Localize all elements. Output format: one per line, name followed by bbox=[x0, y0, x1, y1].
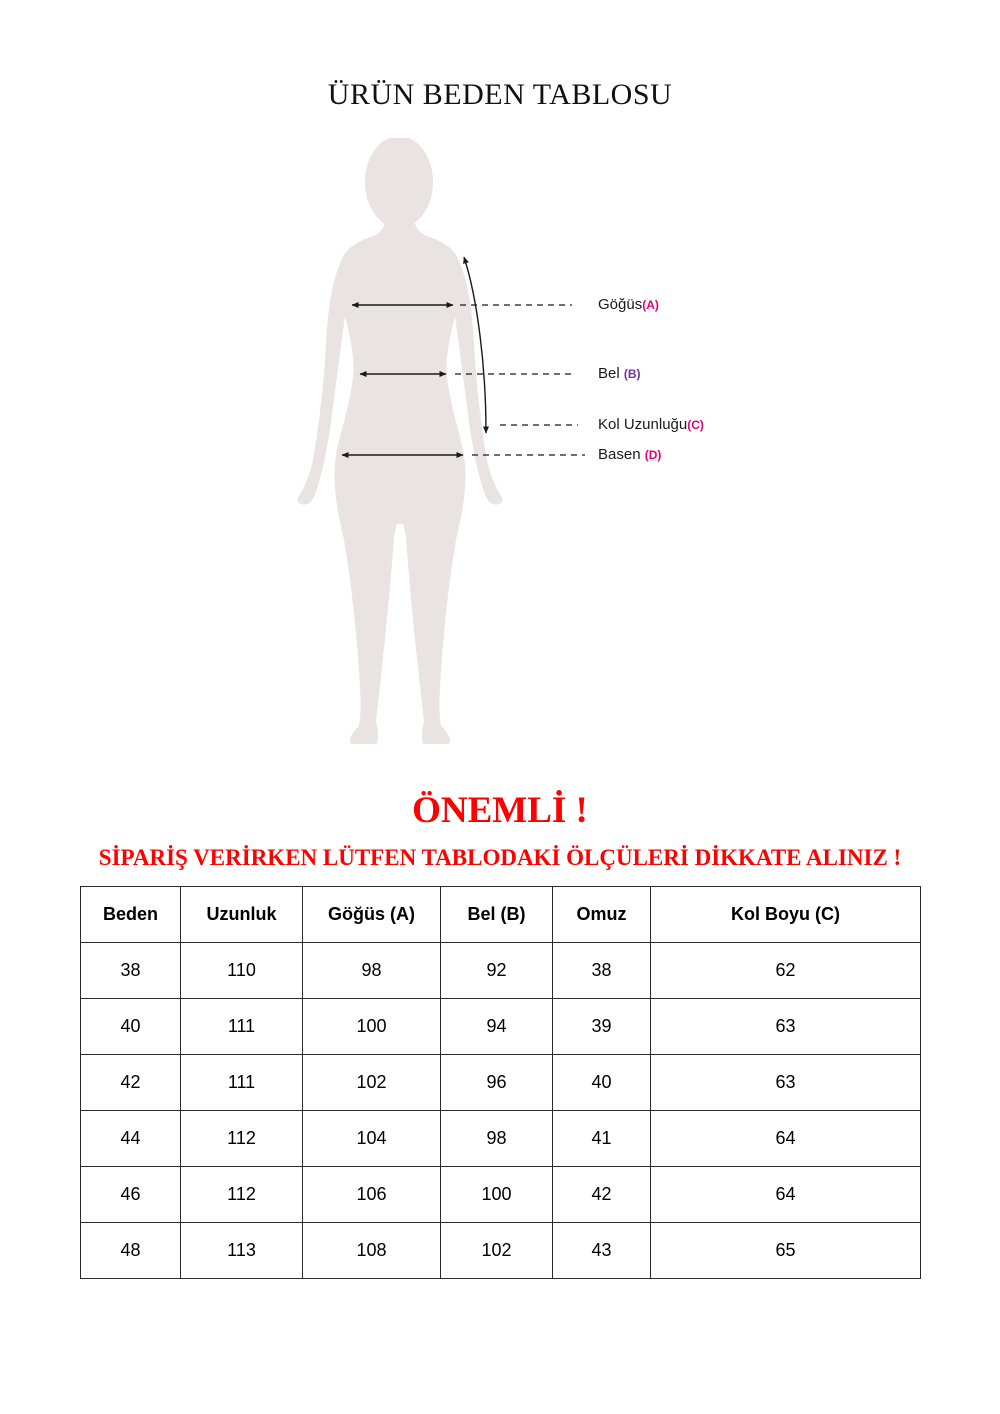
table-cell: 63 bbox=[651, 1055, 921, 1111]
table-cell: 110 bbox=[181, 943, 303, 999]
table-cell: 64 bbox=[651, 1111, 921, 1167]
size-table-body bbox=[81, 943, 921, 1279]
table-cell: 40 bbox=[553, 1055, 651, 1111]
label-kol-text: Kol Uzunluğu bbox=[598, 416, 688, 433]
table-cell: 98 bbox=[441, 1111, 553, 1167]
table-cell: 39 bbox=[553, 999, 651, 1055]
table-cell: 102 bbox=[441, 1223, 553, 1279]
warning-heading: ÖNEMLİ ! bbox=[412, 790, 588, 831]
table-cell: 41 bbox=[553, 1111, 651, 1167]
table-cell: 65 bbox=[651, 1223, 921, 1279]
table-cell: 111 bbox=[181, 999, 303, 1055]
size-table-header: Omuz bbox=[553, 887, 651, 943]
table-cell: 102 bbox=[303, 1055, 441, 1111]
label-gogus-letter: (A) bbox=[642, 298, 659, 312]
label-bel bbox=[598, 365, 641, 382]
size-table-header: Göğüs (A) bbox=[303, 887, 441, 943]
table-cell: 48 bbox=[81, 1223, 181, 1279]
table-cell: 100 bbox=[303, 999, 441, 1055]
table-cell: 112 bbox=[181, 1111, 303, 1167]
table-row bbox=[81, 1111, 921, 1167]
table-cell: 94 bbox=[441, 999, 553, 1055]
table-cell: 96 bbox=[441, 1055, 553, 1111]
label-basen-text: Basen bbox=[598, 446, 645, 463]
table-cell: 113 bbox=[181, 1223, 303, 1279]
table-cell: 62 bbox=[651, 943, 921, 999]
size-table-header: Uzunluk bbox=[181, 887, 303, 943]
arm-length-arrow bbox=[464, 257, 486, 433]
table-cell: 63 bbox=[651, 999, 921, 1055]
table-cell: 100 bbox=[441, 1167, 553, 1223]
label-bel-text: Bel bbox=[598, 365, 624, 382]
table-row bbox=[81, 1167, 921, 1223]
table-cell: 40 bbox=[81, 999, 181, 1055]
page-title: ÜRÜN BEDEN TABLOSU bbox=[327, 78, 673, 111]
size-table-header: Kol Boyu (C) bbox=[651, 887, 921, 943]
label-bel-letter: (B) bbox=[623, 367, 641, 381]
table-row bbox=[81, 1223, 921, 1279]
table-cell: 42 bbox=[81, 1055, 181, 1111]
table-cell: 111 bbox=[181, 1055, 303, 1111]
size-table bbox=[80, 886, 921, 1279]
warning-subheading: SİPARİŞ VERİRKEN LÜTFEN TABLODAKİ ÖLÇÜLERİ DİKKATE ALINIZ ! bbox=[98, 845, 902, 870]
table-cell: 38 bbox=[81, 943, 181, 999]
table-cell: 38 bbox=[553, 943, 651, 999]
label-gogus-text: Göğüs bbox=[598, 296, 643, 313]
size-table-header: Bel (B) bbox=[441, 887, 553, 943]
measurement-arrows bbox=[280, 135, 760, 765]
table-cell: 44 bbox=[81, 1111, 181, 1167]
table-cell: 64 bbox=[651, 1167, 921, 1223]
table-cell: 92 bbox=[441, 943, 553, 999]
label-basen-letter: (D) bbox=[644, 448, 662, 462]
table-cell: 98 bbox=[303, 943, 441, 999]
table-cell: 43 bbox=[553, 1223, 651, 1279]
table-row bbox=[81, 943, 921, 999]
table-cell: 42 bbox=[553, 1167, 651, 1223]
label-kol-uzunlugu bbox=[598, 416, 704, 433]
label-kol-letter: (C) bbox=[687, 418, 704, 432]
table-cell: 46 bbox=[81, 1167, 181, 1223]
table-cell: 108 bbox=[303, 1223, 441, 1279]
size-table-header: Beden bbox=[81, 887, 181, 943]
table-cell: 106 bbox=[303, 1167, 441, 1223]
label-basen bbox=[598, 446, 661, 463]
table-row bbox=[81, 999, 921, 1055]
size-table-head-row bbox=[81, 887, 921, 943]
table-cell: 112 bbox=[181, 1167, 303, 1223]
table-row bbox=[81, 1055, 921, 1111]
table-cell: 104 bbox=[303, 1111, 441, 1167]
label-gogus bbox=[598, 296, 659, 313]
